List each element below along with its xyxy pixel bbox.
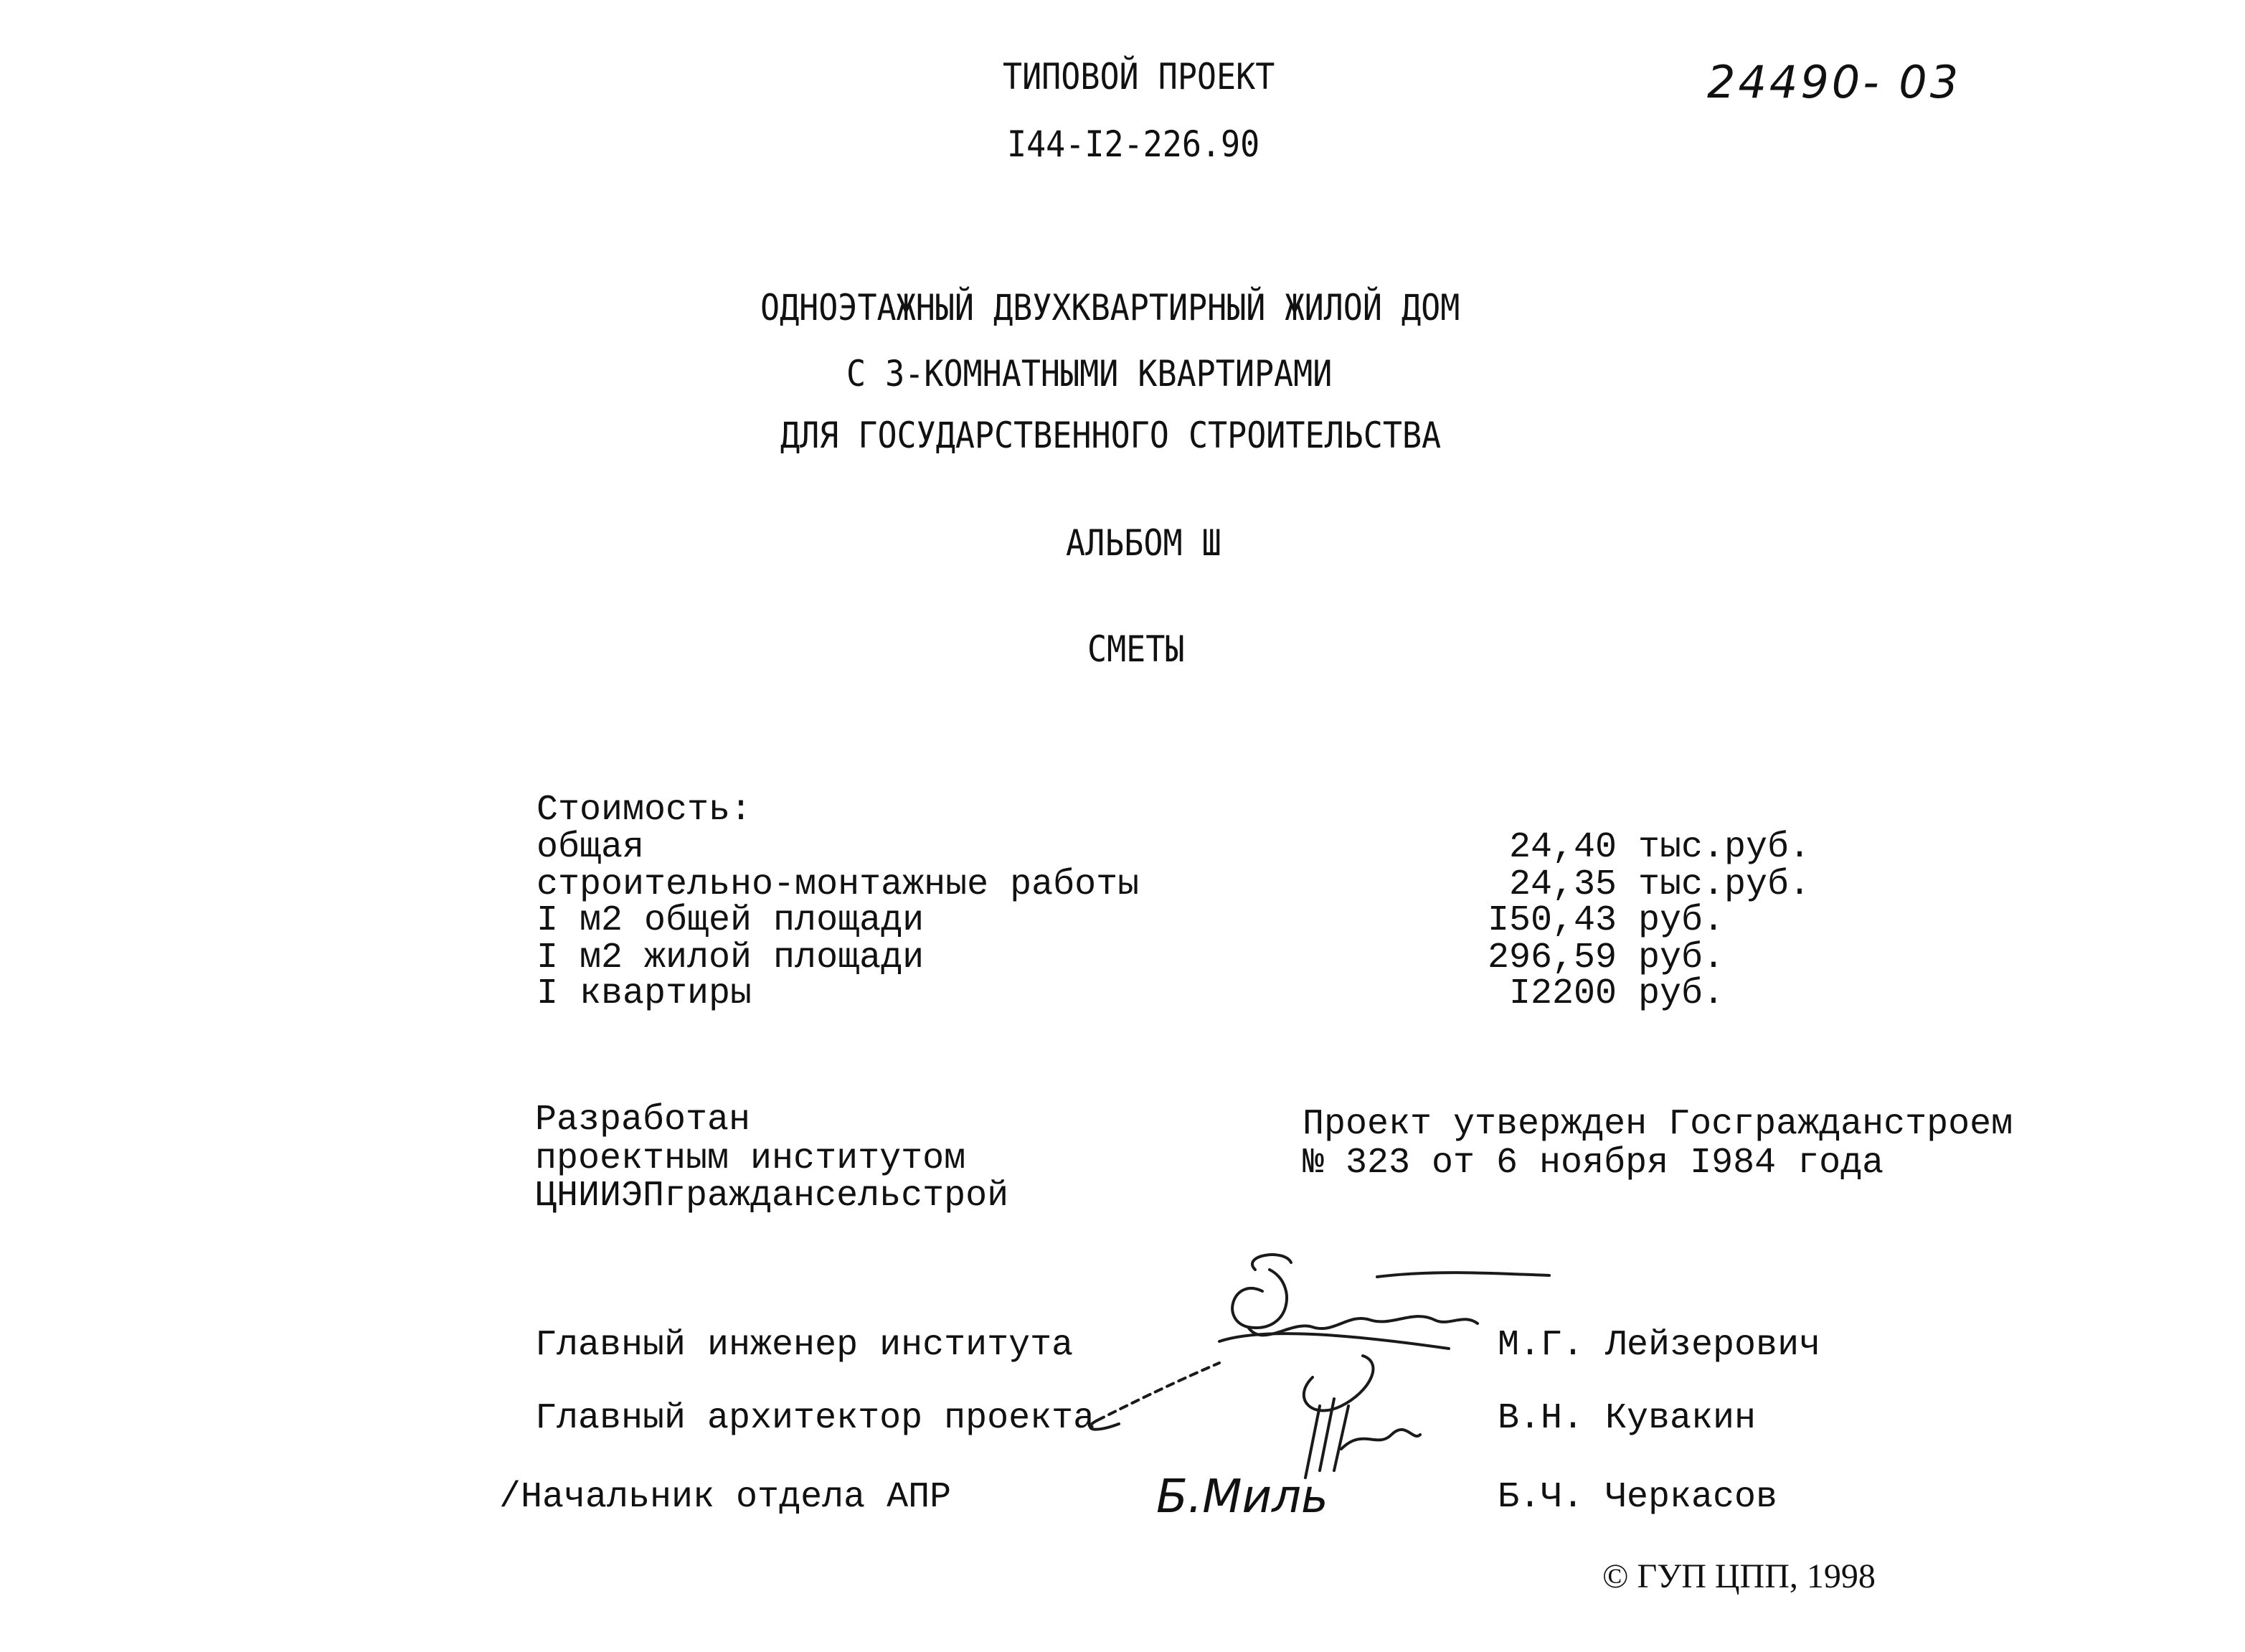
cost-row-value: I2200	[1508, 973, 1617, 1014]
cost-row-label: I квартиры	[537, 973, 752, 1014]
doc-type-label: ТИПОВОЙ ПРОЕКТ	[1003, 56, 1275, 98]
signatory-position: /Начальник отдела АПР	[499, 1477, 952, 1518]
project-code: I44-I2-226.90	[1007, 123, 1260, 165]
title-line-2: С 3-КОМНАТНЫМИ КВАРТИРАМИ	[846, 353, 1333, 395]
cost-row-label: строительно-монтажные работы	[537, 864, 1140, 905]
cost-row-label: I м2 жилой площади	[537, 938, 925, 978]
title-line-1: ОДНОЭТАЖНЫЙ ДВУХКВАРТИРНЫЙ ЖИЛОЙ ДОМ	[760, 287, 1460, 329]
cost-row-unit: тыс.руб.	[1638, 864, 1811, 905]
cost-row-value: 296,59	[1487, 938, 1617, 978]
cost-row-unit: руб.	[1638, 973, 1725, 1014]
cost-row-unit: руб.	[1638, 900, 1725, 941]
handwritten-signature: Б.Миль	[1156, 1471, 1328, 1524]
handwritten-number: 24490- 03	[1707, 56, 1962, 108]
cost-row-label: I м2 общей площади	[537, 900, 925, 941]
signatory-name: В.Н. Кувакин	[1498, 1398, 1757, 1439]
album-label: АЛЬБОМ Ш	[1066, 522, 1221, 564]
developer-line-3: ЦНИИЭПграждансельстрой	[535, 1176, 1009, 1217]
cost-heading: Стоимость:	[537, 790, 752, 831]
copyright: © ГУП ЦПП, 1998	[1602, 1557, 1876, 1595]
approval-line-2: № 323 от 6 ноября I984 года	[1303, 1143, 1884, 1184]
cost-row-value: 24,40	[1508, 827, 1617, 868]
signatory-position: Главный инженер института	[535, 1325, 1074, 1366]
section-label: СМЕТЫ	[1087, 628, 1185, 670]
title-line-3: ДЛЯ ГОСУДАРСТВЕННОГО СТРОИТЕЛЬСТВА	[780, 415, 1442, 456]
approval-line-1: Проект утвержден Госгражданстроем	[1303, 1104, 2013, 1145]
cost-row-label: общая	[537, 827, 645, 868]
signatory-name: Б.Ч. Черкасов	[1498, 1477, 1778, 1518]
developer-line-1: Разработан	[535, 1100, 751, 1141]
cost-row-value: 24,35	[1508, 864, 1617, 905]
cost-row-unit: тыс.руб.	[1638, 827, 1811, 868]
cost-row-unit: руб.	[1638, 938, 1725, 978]
developer-line-2: проектным институтом	[535, 1138, 966, 1179]
cost-row-value: I50,43	[1487, 900, 1617, 941]
signatory-name: М.Г. Лейзерович	[1498, 1325, 1821, 1366]
signatory-position: Главный архитектор проекта	[535, 1398, 1095, 1439]
